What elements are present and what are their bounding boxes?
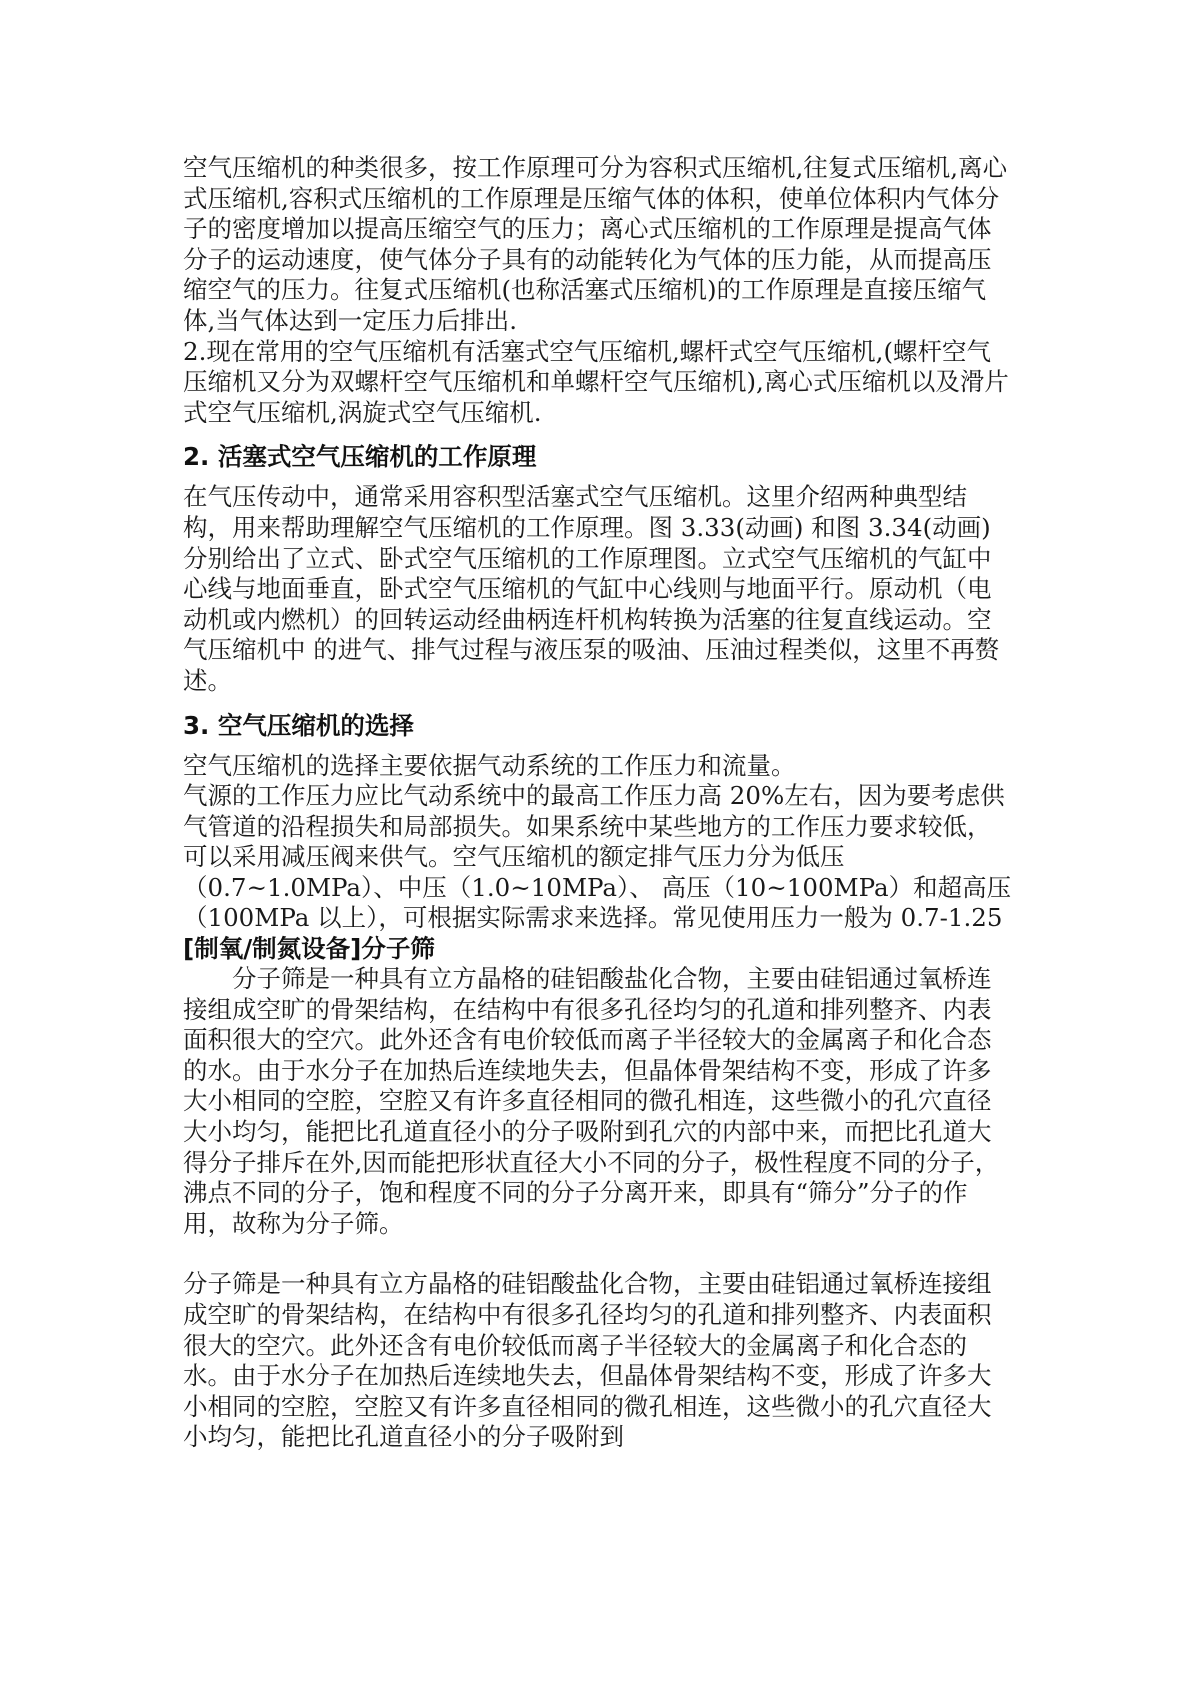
heading-compressor-selection: 3. 空气压缩机的选择: [183, 710, 414, 740]
paragraph-compressor-types: 空气压缩机的种类很多，按工作原理可分为容积式压缩机,往复式压缩机,离心式压缩机,容积式压缩机的工作原理是压缩气体的体积，使单位体积内气体分子的密度增加以提高压缩空气的压力；离心式压缩机的工作原理是提高气体分子的运动速度，使气体分子具有的动能转化为气体的压力能，从而提高压缩空气的压力。往复式压缩机(也称活塞式压缩机)的工作原理是直接压缩气体,当气体达到一定压力后排出.: [183, 153, 1008, 335]
paragraph-molecular-sieve-1: 分子筛是一种具有立方晶格的硅铝酸盐化合物，主要由硅铝通过氧桥连接组成空旷的骨架结构，在结构中有很多孔径均匀的孔道和排列整齐、内表面积很大的空穴。此外还含有电价较低而离子半径较大的金属离子和化合态的水。由于水分子在加热后连续地失去，但晶体骨架结构不变，形成了许多大小相同的空腔，空腔又有许多直径相同的微孔相连，这些微小的孔穴直径大小均匀，能把比孔道直径小的分子吸附到孔穴的内部中来，而把比孔道大得分子排斥在外,因而能把形状直径大小不同的分子，极性程度不同的分子，沸点不同的分子，饱和程度不同的分子分离开来，即具有“筛分”分子的作用，故称为分子筛。: [183, 964, 1000, 1238]
paragraph-pressure-ranges: 气源的工作压力应比气动系统中的最高工作压力高 20%左右，因为要考虑供气管道的沿程损失和局部损失。如果系统中某些地方的工作压力要求较低，可以采用减压阀来供气。空气压缩机的额定排气压力分为低压（0.7~1.0MPa）、中压（1.0~10MPa）、 高压（10~100MPa）和超高压（100MPa 以上），可根据实际需求来选择。常见使用压力一般为 0.7-1.25: [183, 781, 1012, 933]
document-body: [183, 153, 1013, 1453]
paragraph-piston-principle: 在气压传动中，通常采用容积型活塞式空气压缩机。这里介绍两种典型结构，用来帮助理解空气压缩机的工作原理。图 3.33(动画) 和图 3.34(动画) 分别给出了立式、卧式空气压缩机的工作原理图。立式空气压缩机的气缸中心线与地面垂直，卧式空气压缩机的气缸中心线则与地面平行。原动机（电动机或内燃机）的回转运动经曲柄连杆机构转换为活塞的往复直线运动。空气压缩机中 的进气、排气过程与液压泵的吸油、压油过程类似，这里不再赘述。: [183, 482, 1000, 695]
paragraph-selection-basis: 空气压缩机的选择主要依据气动系统的工作压力和流量。: [183, 750, 796, 780]
paragraph-molecular-sieve-2: 分子筛是一种具有立方晶格的硅铝酸盐化合物，主要由硅铝通过氧桥连接组成空旷的骨架结构，在结构中有很多孔径均匀的孔道和排列整齐、内表面积很大的空穴。此外还含有电价较低而离子半径较大的金属离子和化合态的水。由于水分子在加热后连续地失去，但晶体骨架结构不变，形成了许多大小相同的空腔，空腔又有许多直径相同的微孔相连，这些微小的孔穴直径大小均匀，能把比孔道直径小的分子吸附到: [183, 1269, 992, 1452]
paragraph-spacer: [183, 1239, 1013, 1269]
paragraph-common-compressors: 2.现在常用的空气压缩机有活塞式空气压缩机,螺杆式空气压缩机,(螺杆空气压缩机又分为双螺杆空气压缩机和单螺杆空气压缩机),离心式压缩机以及滑片式空气压缩机,涡旋式空气压缩机.: [183, 336, 1009, 427]
heading-piston-principle: 2. 活塞式空气压缩机的工作原理: [183, 442, 537, 472]
section-title-molecular-sieve: [制氧/制氮设备]分子筛: [183, 934, 435, 964]
